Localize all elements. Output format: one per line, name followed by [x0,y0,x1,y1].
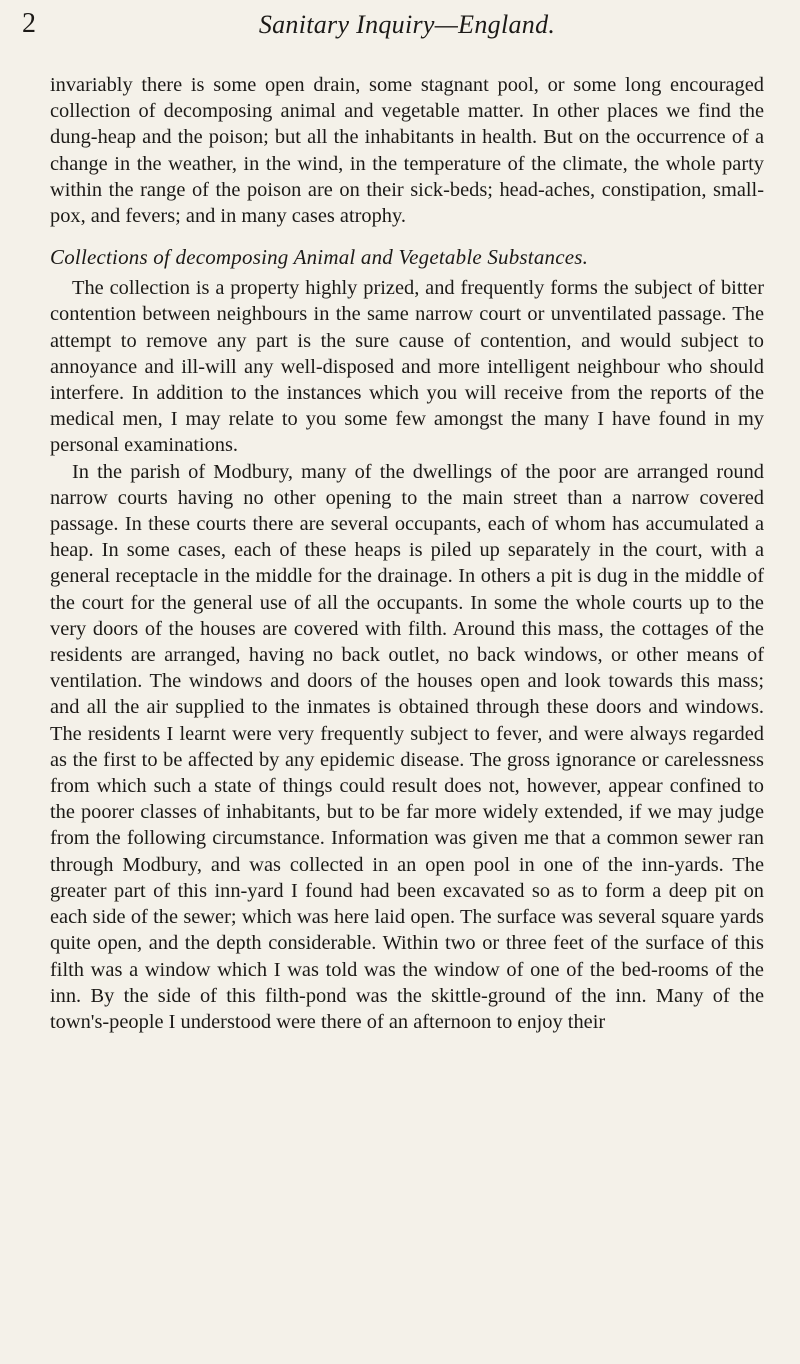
paragraph: In the parish of Modbury, many of the dwellings of the poor are arranged round narrow courts having no other opening to the main street than a narrow covered passage. In these courts there are several occupants, each of whom has accumulated a heap. In some cases, each of these heaps is piled up separately in the court, with a general receptacle in the middle for the drainage. In others a pit is dug in the middle of the court for the general use of all the occupants. In some the whole courts up to the very doors of the houses are covered with filth. Around this mass, the cottages of the residents are arranged, having no back outlet, no back windows, or other means of ventilation. The windows and doors of the houses open and look towards this mass; and all the air supplied to the inmates is obtained through these doors and windows. The residents I learnt were very frequently subject to fever, and were always regarded as the first to be affected by any epidemic disease. The gross ignorance or carelessness from which such a state of things could result does not, however, appear confined to the poorer classes of inhabitants, but to be far more widely extended, if we may judge from the following circumstance. Information was given me that a common sewer ran through Modbury, and was collected in an open pool in one of the inn-yards. The greater part of this inn-yard I found had been excavated so as to form a deep pit on each side of the sewer; which was here laid open. The surface was several square yards quite open, and the depth considerable. Within two or three feet of the surface of this filth was a window which I was told was the window of one of the bed-rooms of the inn. By the side of this filth-pond was the skittle-ground of the inn. Many of the town's-people I understood were there of an afternoon to enjoy their [50,460,764,1033]
section-heading: Collections of decomposing Animal and Vegetable Substances. [50,245,589,270]
paragraph-continued: invariably there is some open drain, some stagnant pool, or some long encouraged collection of decomposing animal and vegetable matter. In other places we find the dung-heap and the poison; but all the inhabitants in health. But on the occurrence of a change in the weather, in the wind, in the temperature of the climate, the whole party within the range of the poison are on their sick-beds; head-aches, constipation, small-pox, and fevers; and in many cases atrophy. [50,74,764,228]
running-head: Sanitary Inquiry—England. [258,10,556,39]
body-text [50,72,764,1035]
page-header [22,4,764,56]
paragraph: The collection is a property highly prized, and frequently forms the subject of bitter contention between neighbours in the same narrow court or unventilated passage. The attempt to remove any part is the sure cause of contention, and would subject to annoyance and ill-will any well-disposed and more intelligent neighbour who should interfere. In addition to the instances which you will receive from the reports of the medical men, I may relate to you some few amongst the many I have found in my personal examinations. [50,277,764,457]
page-number: 2 [22,8,36,39]
